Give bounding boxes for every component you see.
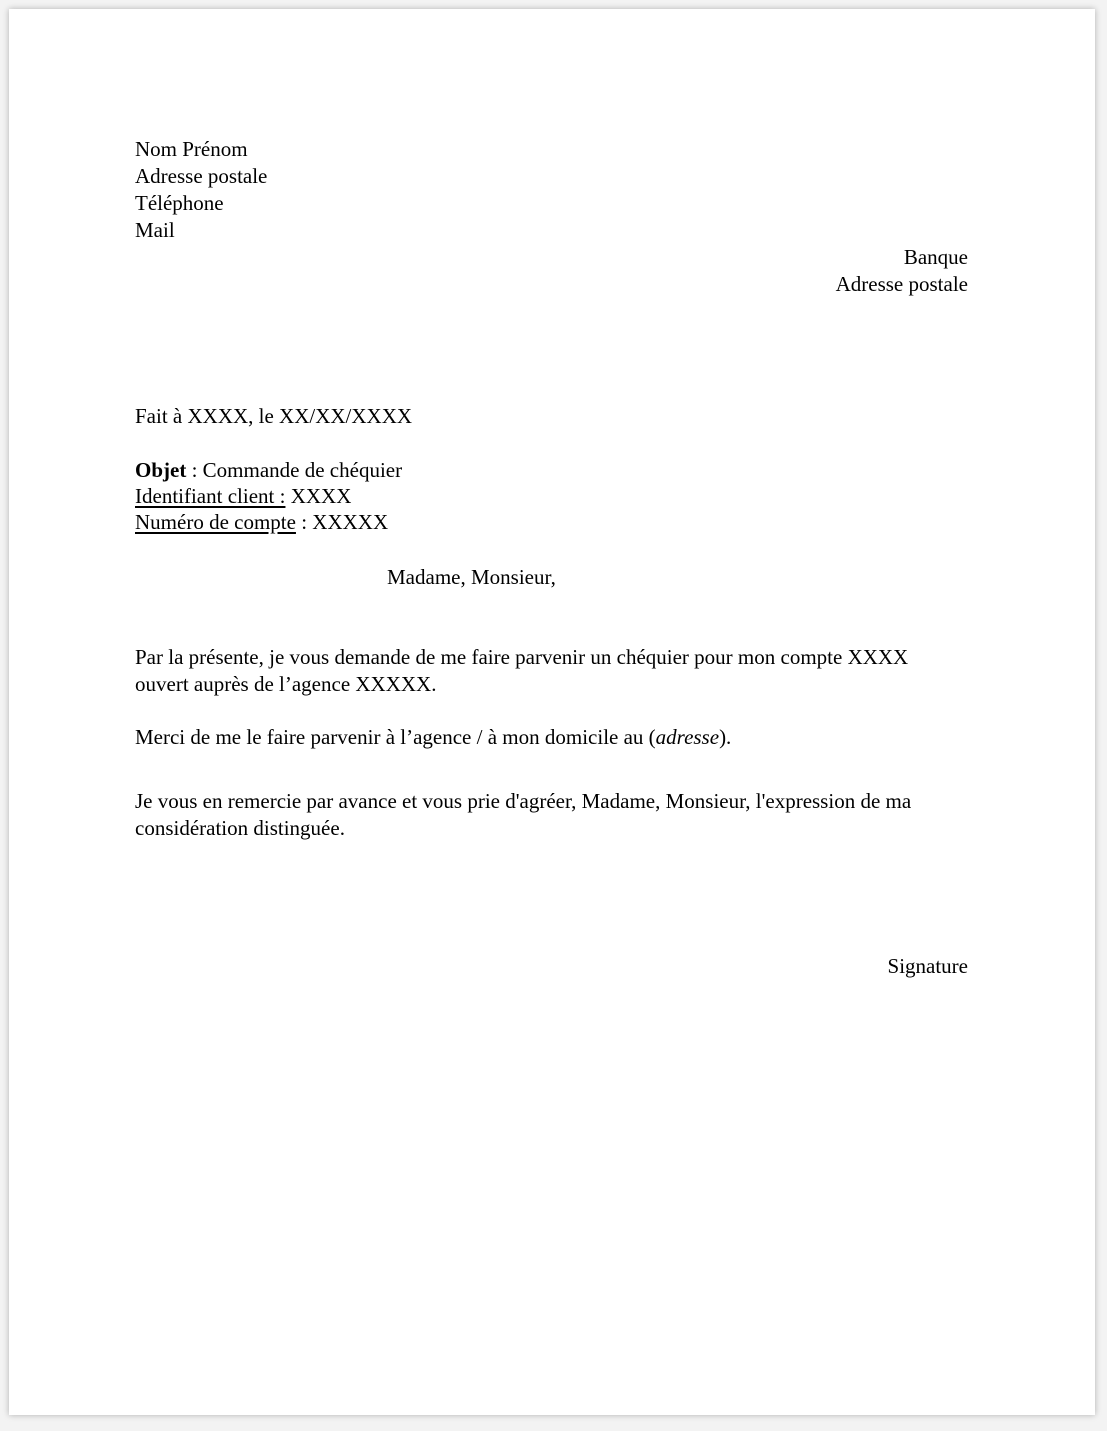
sender-address: Adresse postale <box>135 164 268 188</box>
paragraph-2-after: ). <box>719 725 732 749</box>
sender-mail: Mail <box>135 218 175 242</box>
client-id-line <box>135 483 351 510</box>
account-line <box>135 509 388 536</box>
account-label: Numéro de compte <box>135 510 296 534</box>
date-line: Fait à XXXX, le XX/XX/XXXX <box>135 404 413 428</box>
salutation: Madame, Monsieur, <box>387 565 556 589</box>
client-id-label: Identifiant client : <box>135 484 286 508</box>
recipient-address: Adresse postale <box>835 272 968 296</box>
sender-name: Nom Prénom <box>135 137 248 161</box>
signature: Signature <box>887 954 968 978</box>
recipient-bank: Banque <box>903 245 968 269</box>
client-id-value: XXXX <box>285 484 352 508</box>
body-paragraph-2 <box>135 724 935 751</box>
body-paragraph-1: Par la présente, je vous demande de me faire parvenir un chéquier pour mon compte XXXX ouvert auprès de l’agence XXXXX. <box>135 645 909 696</box>
account-value: : XXXXX <box>295 510 389 534</box>
letter-page <box>9 9 1095 1415</box>
paragraph-2-before: Merci de me le faire parvenir à l’agence / à mon domicile au ( <box>135 725 656 749</box>
subject-line <box>135 457 402 484</box>
body-paragraph-3: Je vous en remercie par avance et vous prie d'agréer, Madame, Monsieur, l'expression de ma considération distinguée. <box>135 789 912 840</box>
subject-text: : Commande de chéquier <box>186 458 403 482</box>
subject-label: Objet <box>135 458 187 482</box>
sender-phone: Téléphone <box>135 191 224 215</box>
paragraph-2-italic: adresse <box>655 725 720 749</box>
